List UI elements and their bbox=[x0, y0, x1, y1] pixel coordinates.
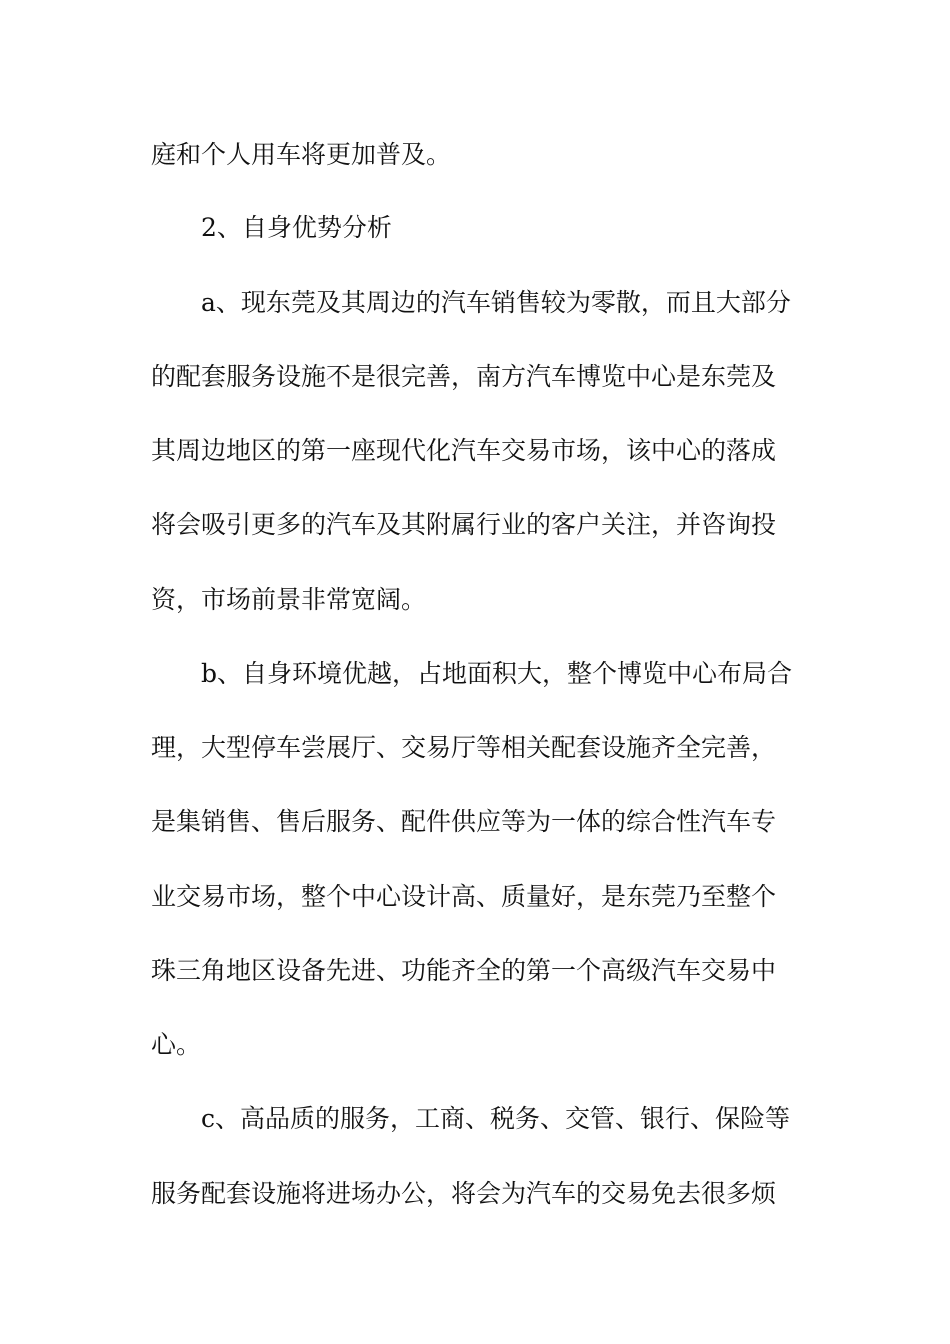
text-line: 将会吸引更多的汽车及其附属行业的客户关注，并咨询投 bbox=[151, 510, 777, 539]
text-line: 其周边地区的第一座现代化汽车交易市场，该中心的落成 bbox=[151, 436, 777, 465]
text-line: 资，市场前景非常宽阔。 bbox=[151, 585, 427, 614]
text-line: 的配套服务设施不是很完善，南方汽车博览中心是东莞及 bbox=[151, 362, 777, 391]
text-line: 是集销售、售后服务、配件供应等为一体的综合性汽车专 bbox=[151, 807, 777, 836]
text-line: 心。 bbox=[151, 1030, 202, 1059]
text-line: 业交易市场，整个中心设计高、质量好，是东莞乃至整个 bbox=[151, 882, 777, 911]
text-line: c、高品质的服务，工商、税务、交管、银行、保险等 bbox=[201, 1104, 791, 1133]
text-line: 服务配套设施将进场办公，将会为汽车的交易免去很多烦 bbox=[151, 1179, 777, 1208]
text-line: 珠三角地区设备先进、功能齐全的第一个高级汽车交易中 bbox=[151, 956, 777, 985]
text-line: 理，大型停车尝展厅、交易厅等相关配套设施齐全完善， bbox=[151, 733, 777, 762]
text-line: b、自身环境优越，占地面积大，整个博览中心布局合 bbox=[201, 659, 793, 688]
text-line: a、现东莞及其周边的汽车销售较为零散，而且大部分 bbox=[201, 288, 791, 317]
section-heading: 2、自身优势分析 bbox=[201, 213, 392, 242]
text-line: 庭和个人用车将更加普及。 bbox=[151, 140, 452, 169]
